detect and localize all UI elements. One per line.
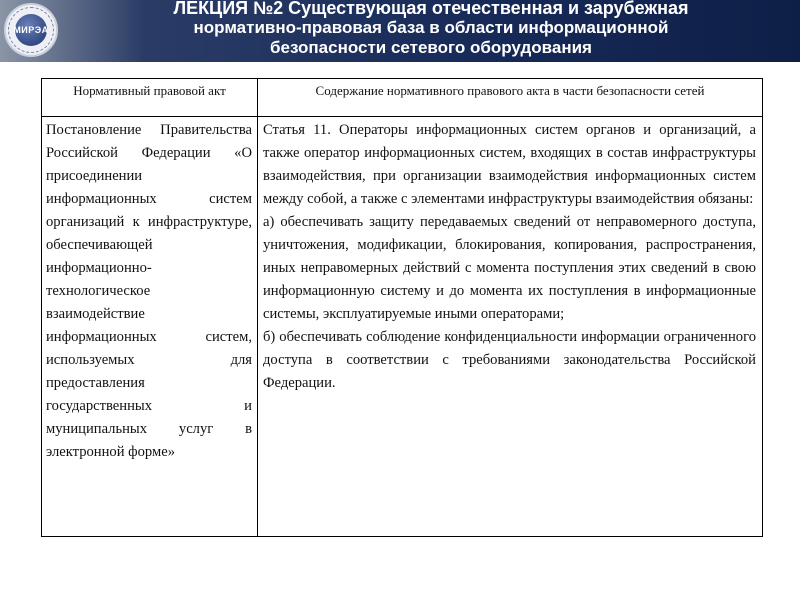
column-header-content: Содержание нормативного правового акта в части безопасности сетей	[258, 79, 763, 117]
column-header-act: Нормативный правовой акт	[42, 79, 258, 117]
content-cell	[258, 117, 763, 537]
slide-header	[0, 0, 800, 62]
title-line-1: ЛЕКЦИЯ №2 Существующая отечественная и зарубежная	[173, 0, 689, 18]
university-logo	[4, 3, 58, 57]
slide-title	[70, 0, 792, 58]
title-line-2: нормативно-правовая база в области информационной	[193, 18, 669, 37]
regulations-table	[41, 78, 763, 537]
logo-text: МИРЭА	[13, 25, 49, 35]
table-header-row	[42, 79, 763, 117]
act-cell: Постановление Правительства Российской Федерации «О присоединении информационных систем организаций к инфраструктуре, обеспечивающей информационно-технологическое взаимодействие информационных систем, используемых для предоставления государственных и муниципальных услуг в электронной форме»	[42, 117, 258, 537]
content-item-b: б) обеспечивать соблюдение конфиденциальности информации ограниченного доступа в соответствии с требованиями законодательства Российской Федерации.	[263, 329, 756, 391]
content-intro: Статья 11. Операторы информационных систем органов и организаций, а также оператор информационных систем, входящих в состав инфраструктуры взаимодействия, при организации взаимодействия информационных систем между собой, а также с элементами инфраструктуры взаимодействия обязаны:	[263, 122, 756, 207]
title-line-3: безопасности сетевого оборудования	[270, 38, 592, 57]
content-item-a: а) обеспечивать защиту передаваемых сведений от неправомерного доступа, уничтожения, модификации, блокирования, копирования, распространения, иных неправомерных действий с момента поступления этих сведений в свою информационную систему и до момента их поступления в информационные системы, эксплуатируемые иными операторами;	[263, 214, 756, 322]
table-row	[42, 117, 763, 537]
